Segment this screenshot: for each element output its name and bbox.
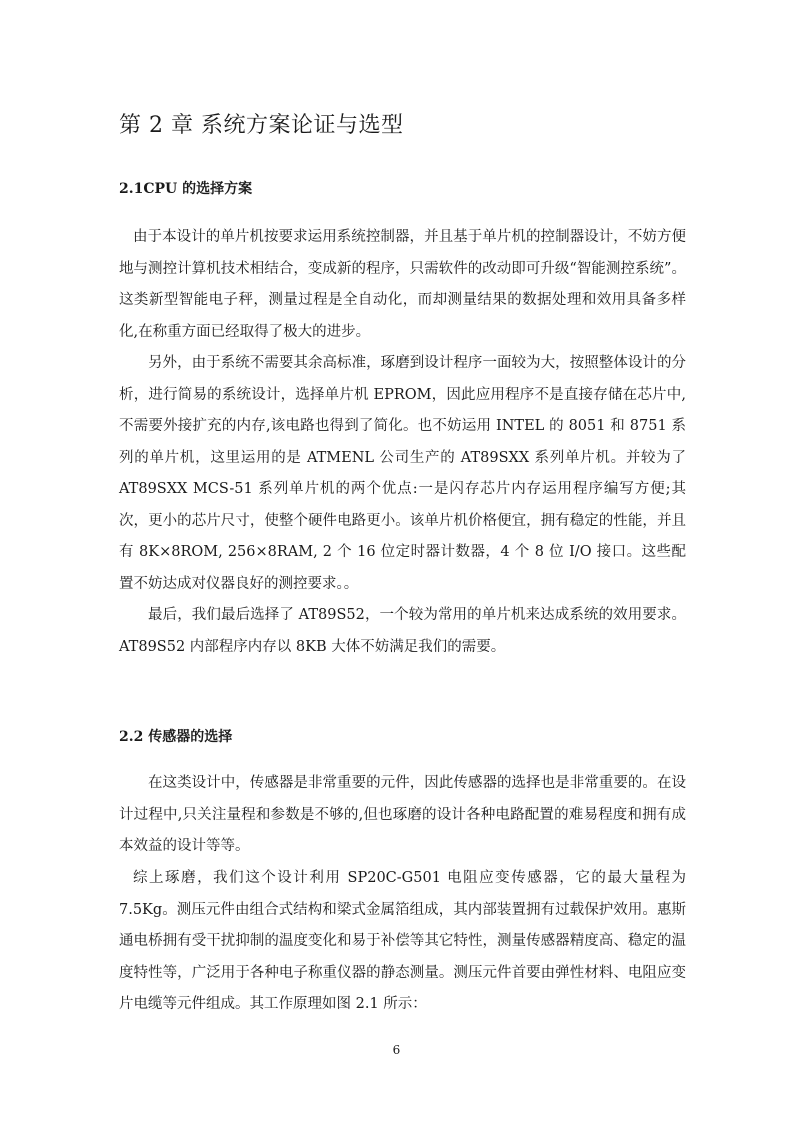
paragraph-cpu-conclusion: 最后，我们最后选择了 AT89S52，一个较为常用的单片机来达成系统的效用要求。AT89S52 内部程序内存以 8KB 大体不妨满足我们的需要。 (119, 607, 686, 655)
chapter-title: 第 2 章 系统方案论证与选型 (119, 113, 404, 138)
section-title-cpu: 2.1CPU 的选择方案 (119, 181, 253, 197)
page-number: 6 (392, 1043, 401, 1057)
paragraph-cpu-intro: 由于本设计的单片机按要求运用系统控制器，并且基于单片机的控制器设计，不妨方便地与测控计算机技术相结合，变成新的程序，只需软件的改动即可升级“智能测控系统”。这类新型智能电子秤，测量过程是全自动化，而却测量结果的数据处理和效用具备多样化,在称重方面已经取得了极大的进步。 (119, 229, 686, 340)
paragraph-cpu-selection: 另外，由于系统不需要其余高标准，琢磨到设计程序一面较为大，按照整体设计的分析，进行简易的系统设计，选择单片机 EPROM，因此应用程序不是直接存储在芯片中,不需要外接扩充的内存,该电路也得到了简化。也不妨运用 INTEL 的 8051 和 8751 系列的单片机，这里运用的是 ATMENL 公司生产的 AT89SXX 系列单片机。并较为了 AT89SXX MCS-51 系列单片机的两个优点:一是闪存芯片内存运用程序编写方便;其次，更小的芯片尺寸，使整个硬件电路更小。该单片机价格便宜，拥有稳定的性能，并且有 8K×8ROM, 256×8RAM, 2 个 16 位定时器计数器，4 个 8 位 I/O 接口。这些配置不妨达成对仪器良好的测控要求。。 (119, 355, 686, 592)
paragraph-sensor-intro: 在这类设计中，传感器是非常重要的元件，因此传感器的选择也是非常重要的。在设计过程中,只关注量程和参数是不够的,但也琢磨的设计各种电路配置的难易程度和拥有成本效益的设计等等。 (119, 775, 686, 854)
section-title-sensor: 2.2 传感器的选择 (119, 729, 233, 745)
paragraph-sensor-detail: 综上琢磨，我们这个设计利用 SP20C-G501 电阻应变传感器，它的最大量程为 7.5Kg。测压元件由组合式结构和梁式金属箔组成，其内部装置拥有过载保护效用。惠斯通电桥拥有受干扰抑制的温度变化和易于补偿等其它特性，测量传感器精度高、稳定的温度特性等，广泛用于各种电子称重仪器的静态测量。测压元件首要由弹性材料、电阻应变片电缆等元件组成。其工作原理如图 2.1 所示： (119, 870, 686, 1012)
